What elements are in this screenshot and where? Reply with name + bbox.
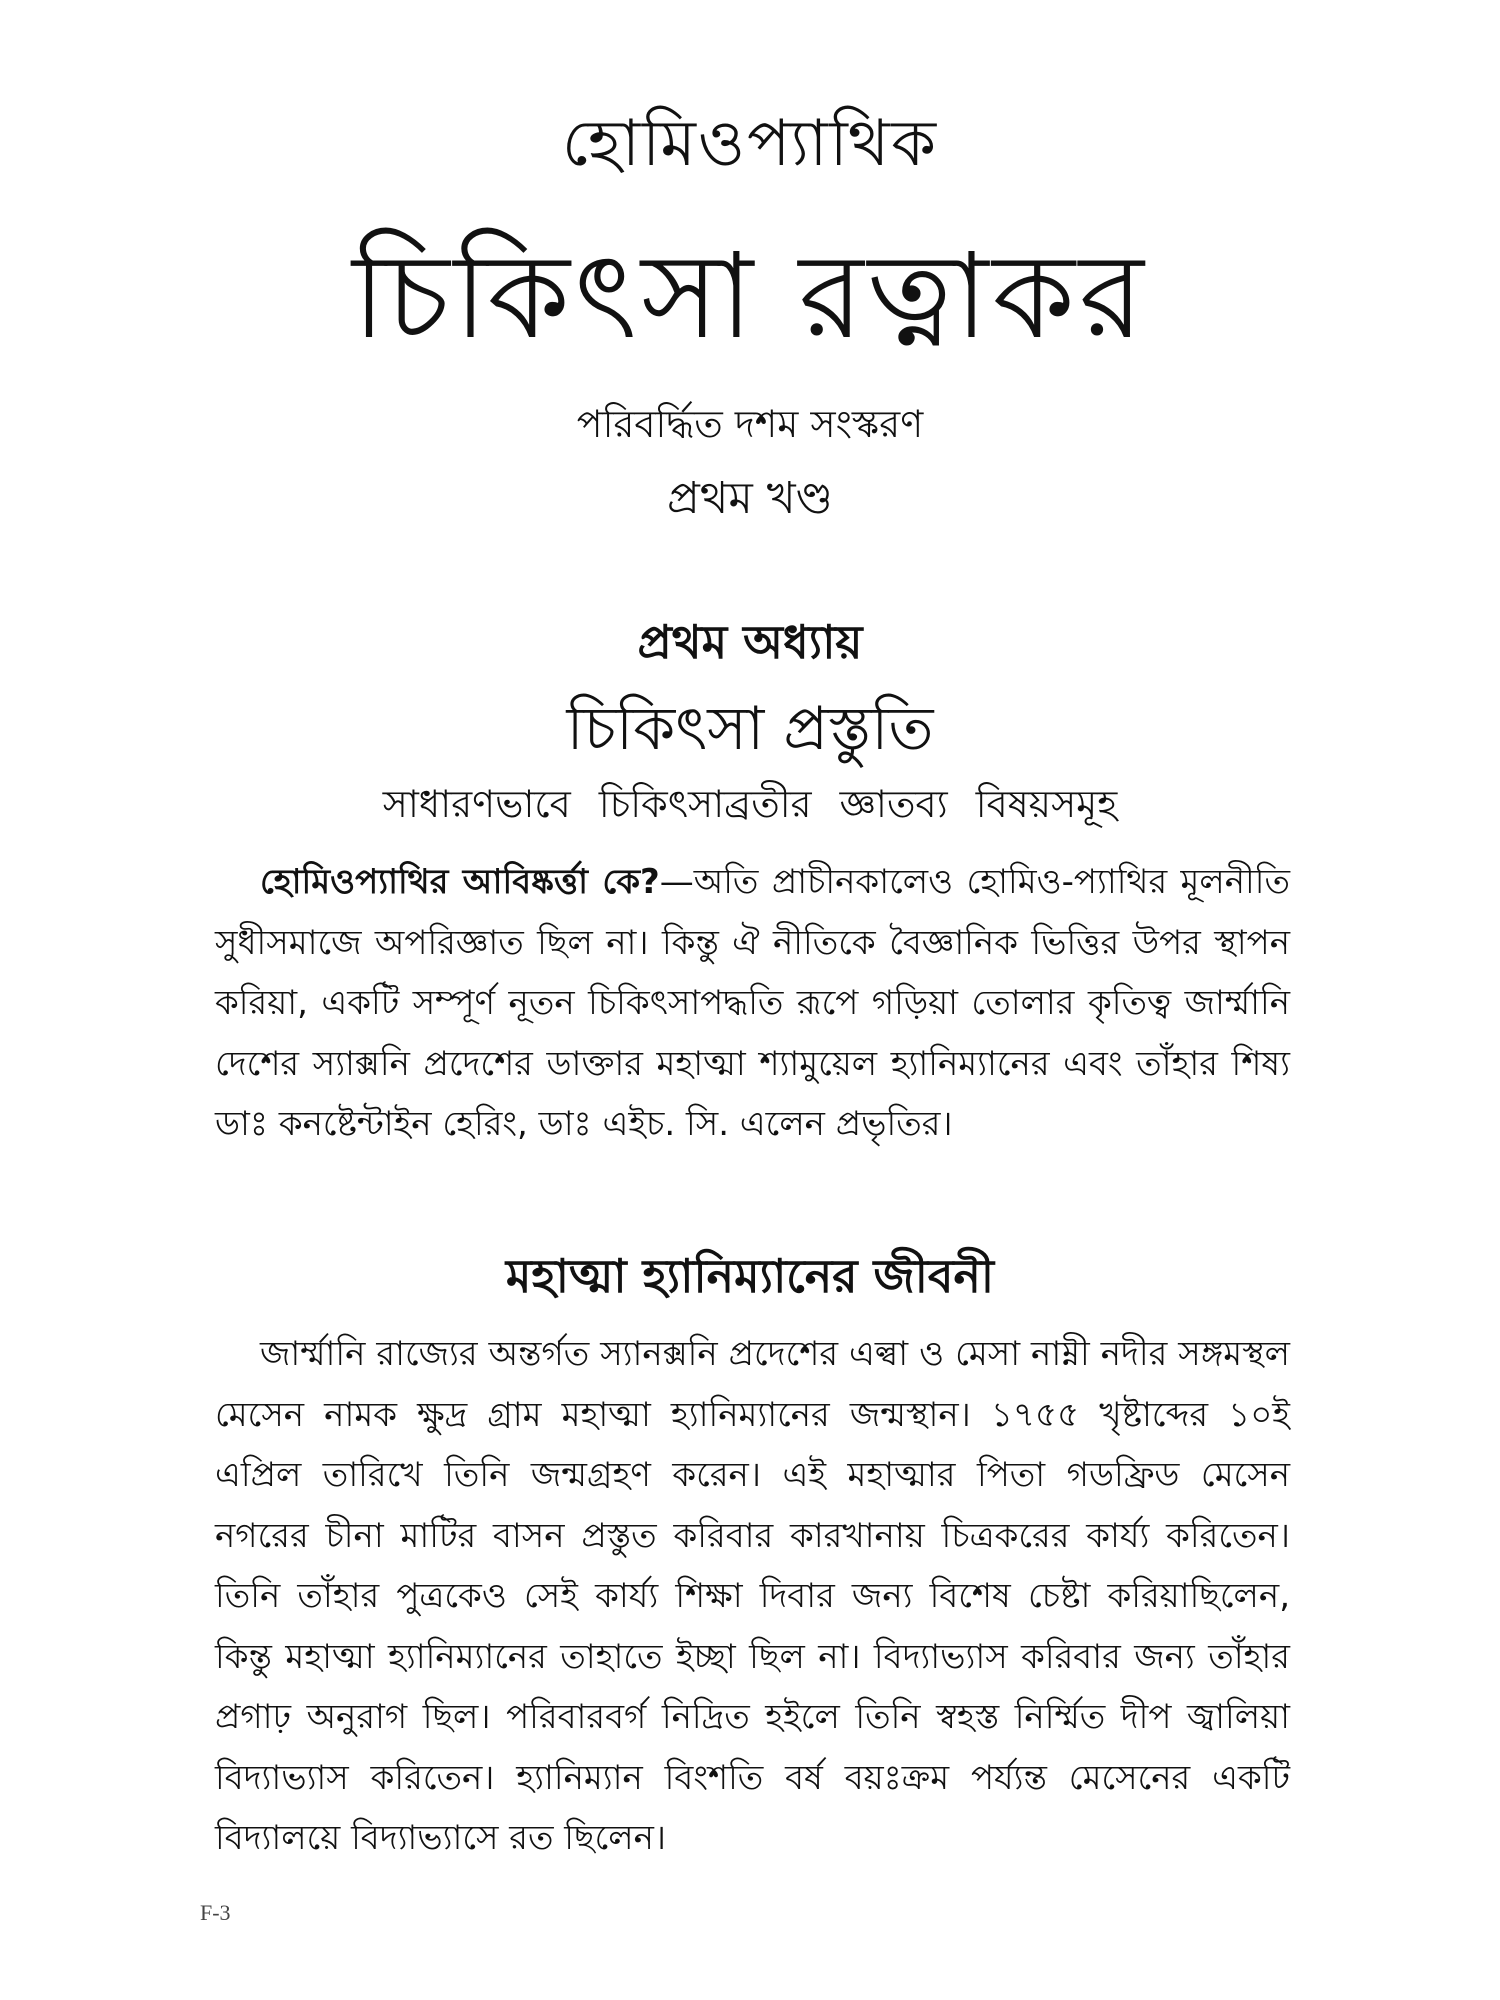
biography-heading: মহাত্মা হ্যানিম্যানের জীবনী (505, 1249, 995, 1303)
chapter-title: চিকিৎসা প্রস্তুতি (566, 694, 934, 764)
biography-text: জার্ম্মানি রাজ্যের অন্তর্গত স্যানক্সনি প্রদেশের এল্বা ও মেসা নাম্নী নদীর সঙ্গমস্থল মেসেন নামক ক্ষুদ্র গ্রাম মহাত্মা হ্যানিম্যানের জন্মস্থান। ১৭৫৫ খৃষ্টাব্দের ১০ই এপ্রিল তারিখে তিনি জন্মগ্রহণ করেন। এই মহাত্মার পিতা গডফ্রিড মেসেন নগরের চীনা মাটির বাসন প্রস্তুত করিবার কারখানায় চিত্রকরের কার্য্য করিতেন। তিনি তাঁহার পুত্রকেও সেই কার্য্য শিক্ষা দিবার জন্য বিশেষ চেষ্টা করিয়াছিলেন, কিন্তু মহাত্মা হ্যানিম্যানের তাহাতে ইচ্ছা ছিল না। বিদ্যাভ্যাস করিবার জন্য তাঁহার প্রগাঢ় অনুরাগ ছিল। পরিবারবর্গ নিদ্রিত হইলে তিনি স্বহস্ত নির্ম্মিত দীপ জ্বালিয়া বিদ্যাভ্যাস করিতেন। হ্যানিম্যান বিংশতি বর্ষ বয়ঃক্রম পর্য্যন্ত মেসেনের একটি বিদ্যালয়ে বিদ্যাভ্যাসে রত ছিলেন। (215, 1334, 1290, 1858)
volume-label: প্রথম খণ্ড (667, 473, 833, 524)
discoverer-answer: —অতি প্রাচীনকালেও হোমিও-প্যাথির মূলনীতি সুধীসমাজে অপরিজ্ঞাত ছিল না। কিন্তু ঐ নীতিকে বৈজ্ঞানিক ভিত্তির উপর স্থাপন করিয়া, একটি সম্পূর্ণ নূতন চিকিৎসাপদ্ধতি রূপে গড়িয়া তোলার কৃতিত্ব জার্ম্মানি দেশের স্যাক্সনি প্রদেশের ডাক্তার মহাত্মা শ্যামুয়েল হ্যানিম্যানের এবং তাঁহার শিষ্য ডাঃ কনষ্টেন্টাইন হেরিং, ডাঃ এইচ. সি. এলেন প্রভৃতির। (215, 862, 1290, 1144)
biography-paragraph (215, 1324, 1290, 1869)
book-title: চিকিৎসা রত্নাকর (352, 227, 1148, 365)
chapter-subtitle: সাধারণভাবে চিকিৎসাব্রতীর জ্ঞাতব্য বিষয়সমূহ (382, 782, 1118, 826)
edition-label: পরিবর্দ্ধিত দশম সংস্করণ (576, 402, 924, 446)
discoverer-question: হোমিওপ্যাথির আবিষ্কর্ত্তা কে? (260, 862, 660, 902)
book-pre-title: হোমিওপ্যাথিক (561, 107, 939, 181)
chapter-number: প্রথম অধ্যায় (637, 615, 863, 669)
discoverer-paragraph (215, 852, 1290, 1155)
page-marker: F-3 (200, 1900, 231, 1925)
